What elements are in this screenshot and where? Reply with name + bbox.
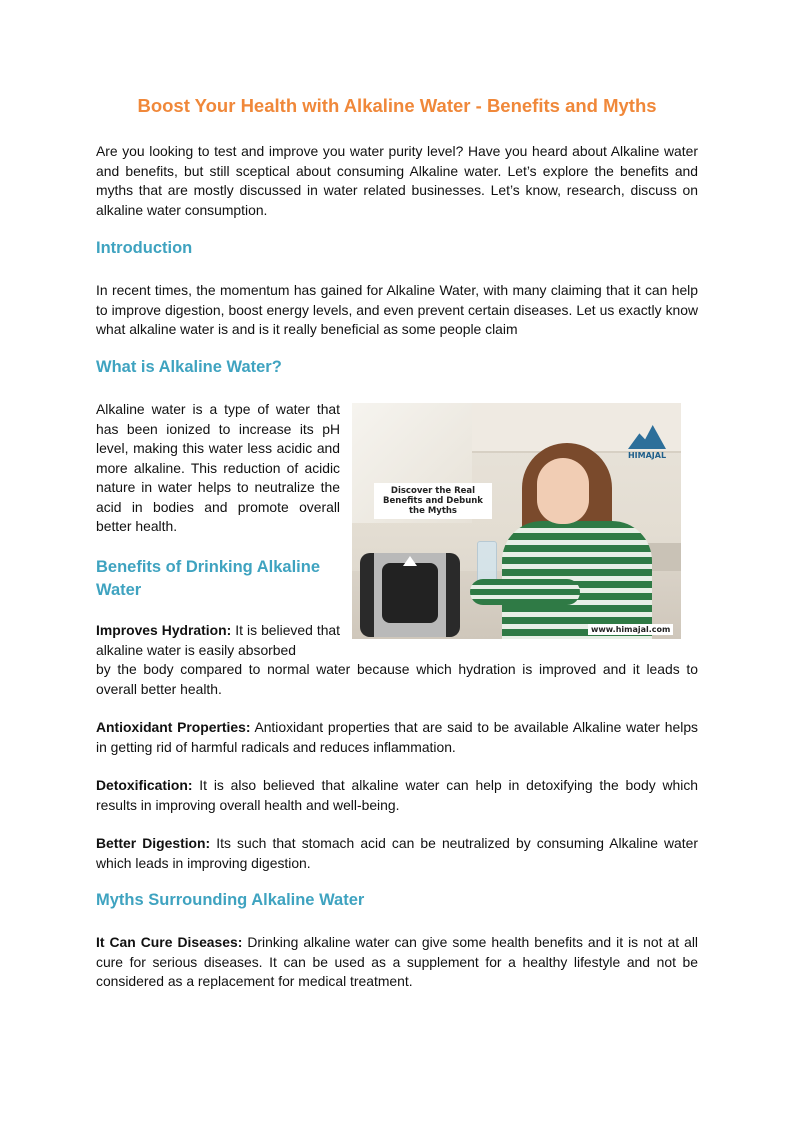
purifier-panel — [382, 563, 438, 623]
intro-paragraph: Are you looking to test and improve you water purity level? Have you heard about Alkaline water and benefits, but still sceptical about consuming Alkaline water. Let’s explore the benefits and myths that are mostly discussed in water related businesses. Let’s know, research, discuss on alkaline water consumption. — [96, 143, 698, 218]
benefit-label: Detoxification: — [96, 777, 193, 793]
myth-text: Drinking alkaline water can give some health benefits and it is not at all cure for serious diseases. It can be used as a supplement for a healthy lifestyle and not be considered as a replacement for medical treatment. — [96, 934, 698, 989]
benefits-heading-line1: Benefits of Drinking Alkaline — [96, 558, 321, 576]
what-is-heading: What is Alkaline Water? — [96, 358, 282, 376]
page-title: Boost Your Health with Alkaline Water - Benefits and Myths — [137, 95, 657, 116]
benefit-item-hydration-top — [96, 621, 340, 660]
benefit-text: It is believed that alkaline water is easily absorbed — [96, 622, 341, 658]
myth-item-cure — [96, 933, 698, 992]
benefit-item-hydration-bottom: by the body compared to normal water because which hydration is improved and it leads to overall better health. — [96, 661, 698, 697]
water-purifier — [360, 553, 460, 637]
purifier-logo-icon — [403, 556, 417, 566]
image-badge — [374, 483, 492, 519]
brand-name: HIMAJAL — [627, 451, 667, 460]
badge-line1: Discover the Real — [390, 486, 476, 496]
benefits-heading — [96, 556, 320, 602]
benefit-text: Antioxidant properties that are said to be available Alkaline water helps in getting rid of harmful radicals and reduces inflammation. — [96, 719, 698, 755]
introduction-heading: Introduction — [96, 239, 193, 257]
badge-line3: the Myths — [408, 506, 457, 516]
brand-logo — [620, 425, 674, 460]
introduction-paragraph: In recent times, the momentum has gained for Alkaline Water, with many claiming that it can help to improve digestion, boost energy levels, and even prevent certain diseases. Let us exactly know what alkaline water is and is it really beneficial as some people claim — [96, 282, 698, 337]
benefit-text: Its such that stomach acid can be neutralized by consuming Alkaline water which leads in improving digestion. — [96, 835, 698, 871]
woman-face — [537, 458, 589, 524]
article-image — [352, 403, 681, 639]
brand-url: www.himajal.com — [588, 624, 673, 635]
benefit-item-digestion — [96, 834, 698, 873]
woman-arm — [470, 579, 580, 605]
benefit-item-detox — [96, 776, 698, 815]
benefit-label: Better Digestion: — [96, 835, 211, 851]
benefit-text: It is also believed that alkaline water can help in detoxifying the body which results in improving overall health and well-being. — [96, 777, 698, 813]
benefits-heading-line2: Water — [96, 581, 142, 599]
benefit-label: Antioxidant Properties: — [96, 719, 251, 735]
badge-line2: Benefits and Debunk — [383, 496, 483, 506]
benefit-label: Improves Hydration: — [96, 622, 232, 638]
benefit-item-antioxidant — [96, 718, 698, 757]
myths-heading: Myths Surrounding Alkaline Water — [96, 891, 365, 909]
what-is-paragraph: Alkaline water is a type of water that has been ionized to increase its pH level, making this water less acidic and more alkaline. This reduction of acidic nature in water helps to neutralize the acid in bodies and promote overall better health. — [96, 401, 340, 534]
mountain-logo-icon — [628, 425, 666, 449]
myth-label: It Can Cure Diseases: — [96, 934, 243, 950]
